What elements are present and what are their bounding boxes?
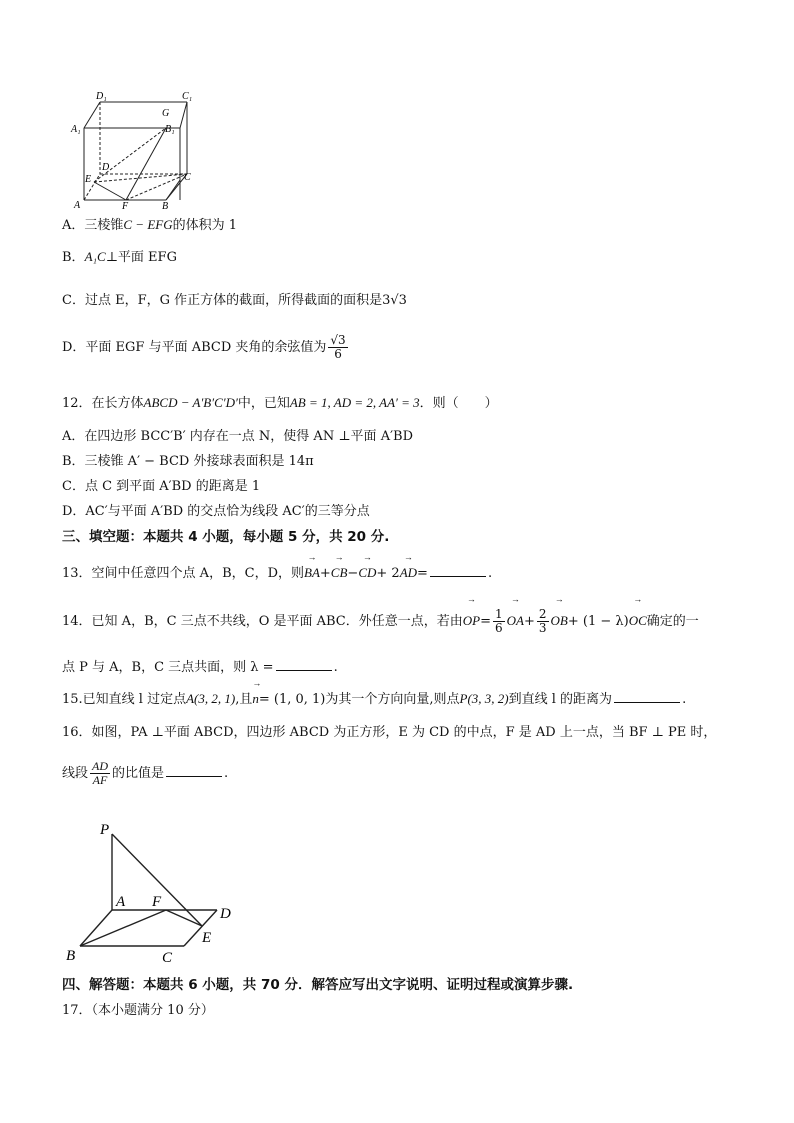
q12-expr2: AB = 1, AD = 2, AA′ = 3	[289, 395, 420, 410]
cube-label-E: E	[85, 174, 92, 185]
q15-point-p: P(3, 3, 2)	[459, 691, 509, 706]
q16-line1: 16．如图，PA ⊥平面 ABCD，四边形 ABCD 为正方形，E 为 CD 的中点，F 是 AD 上一点，当 BF ⊥ PE 时，	[62, 725, 717, 740]
q15-point-a: A(3, 2, 1)	[186, 691, 236, 706]
q12-stem	[62, 394, 498, 413]
q11-option-b-expr: A₁C	[84, 249, 106, 264]
q15	[62, 690, 686, 709]
q13-eq: =	[417, 566, 428, 581]
q13-vector-cd: → CD	[358, 564, 376, 582]
q11-option-a-prefix: A．三棱锥	[62, 218, 124, 233]
q14-frac2-den: 3	[538, 621, 547, 635]
q14-vector-oc: → OC	[629, 606, 647, 636]
q11-option-d-den: 6	[334, 347, 342, 361]
q11-option-b	[62, 248, 177, 267]
q12-option-b: B．三棱锥 A′ − BCD 外接球表面积是 14π	[62, 454, 314, 469]
q12-option-a: A．在四边形 BCC′B′ 内存在一点 N，使得 AN ⊥平面 A′BD	[62, 429, 414, 444]
cube-label-C: C	[184, 172, 191, 183]
section4-title: 四、解答题：本题共 6 小题，共 70 分．解答应写出文字说明、证明过程或演算步骤.	[62, 977, 574, 993]
q14-plus: +	[523, 614, 535, 629]
q16-frac-num: AD	[92, 759, 109, 773]
cube-label-D: D	[102, 162, 110, 173]
q14-frac2	[537, 608, 549, 635]
q11-option-a	[62, 216, 237, 235]
pyramid-label-E: E	[202, 930, 212, 946]
q16-frac-den: AF	[92, 773, 108, 787]
q16-end: .	[224, 766, 229, 781]
q16-fraction	[90, 760, 110, 787]
q11-option-c-value: 3√3	[382, 293, 407, 308]
q14-vector-oa: → OA	[507, 606, 524, 636]
q13-vector-cb: → CB	[331, 564, 348, 582]
q12-mid: 中，已知	[237, 396, 290, 411]
q15-answer-blank[interactable]	[614, 690, 680, 703]
cube-label-B: B	[162, 201, 169, 210]
q14-line2	[62, 658, 338, 677]
cube-label-G: G	[162, 108, 170, 119]
q13-op1: +	[319, 566, 331, 581]
cube-label-B1: B₁	[165, 124, 175, 135]
q12-option-c: C．点 C 到平面 A′BD 的距离是 1	[62, 479, 261, 494]
q14-prefix: 14．已知 A，B，C 三点不共线，O 是平面 ABC．外任意一点，若由	[62, 614, 463, 629]
q13-op2: −	[347, 566, 359, 581]
q15-suffix: 到直线 l 的距离为	[508, 692, 613, 707]
q11-option-a-suffix: 的体积为 1	[172, 218, 238, 233]
cube-label-C1: C₁	[182, 91, 193, 102]
q16-answer-blank[interactable]	[166, 764, 222, 777]
q14-eq: =	[480, 614, 491, 629]
q14-suffix: 确定的一	[646, 614, 699, 629]
pyramid-label-F: F	[152, 894, 162, 910]
q11-option-b-suffix: ⊥平面 EFG	[105, 250, 177, 265]
q14-frac1-den: 6	[495, 621, 503, 635]
q13-answer-blank[interactable]	[430, 564, 486, 577]
pyramid-label-B: B	[66, 948, 76, 964]
cube-label-A: A	[74, 200, 81, 210]
q11-option-d	[62, 334, 350, 361]
q11-option-c-text: C．过点 E，F，G 作正方体的截面，所得截面的面积是	[62, 293, 383, 308]
pyramid-label-D: D	[220, 906, 231, 922]
q13	[62, 564, 492, 583]
q14-frac1	[493, 608, 505, 635]
q14-frac2-num: 2	[538, 607, 547, 621]
q14-line2-text: 点 P 与 A，B，C 三点共面，则 λ =	[62, 660, 274, 675]
q15-vector-value: = (1, 0, 1)	[258, 692, 326, 707]
q11-option-b-prefix: B．	[62, 250, 85, 265]
q13-vector-ba: → BA	[304, 564, 320, 582]
q14-end: .	[333, 660, 338, 675]
q11-option-d-num: √3	[330, 333, 346, 347]
q14-answer-blank[interactable]	[276, 658, 332, 671]
q16-line2	[62, 758, 228, 790]
q11-option-a-expr: C − EFG	[123, 217, 173, 232]
q12-expr1: ABCD − A′B′C′D′	[143, 395, 238, 410]
q13-vector-ad: → AD	[400, 564, 417, 582]
q15-vector-n: → n	[252, 690, 259, 708]
q15-mid1: ,且	[235, 692, 253, 707]
q13-op3: + 2	[376, 566, 400, 581]
q14-vector-ob: → OB	[551, 606, 568, 636]
cube-label-D1: D₁	[96, 91, 107, 102]
q12-stem-prefix: 12．在长方体	[62, 396, 144, 411]
q14-vector-op: → OP	[463, 606, 480, 636]
q13-prefix: 13．空间中任意四个点 A，B，C，D，则	[62, 566, 304, 581]
q15-end: .	[682, 692, 687, 707]
cube-label-A1: A₁	[71, 124, 81, 135]
pyramid-label-P: P	[100, 822, 110, 838]
cube-figure	[70, 88, 200, 210]
cube-label-F: F	[122, 201, 129, 210]
q11-option-d-fraction	[328, 334, 347, 361]
q15-prefix: 15.已知直线 l 过定点	[62, 692, 187, 707]
q16-suffix2: 的比值是	[112, 766, 165, 781]
q12-tail: ．则（ ）	[419, 396, 498, 411]
pyramid-label-A: A	[116, 894, 126, 910]
q15-mid2: 为其一个方向向量,则点	[325, 692, 460, 707]
q14-frac1-num: 1	[495, 607, 503, 621]
q12-option-d: D．AC′与平面 A′BD 的交点恰为线段 AC′的三等分点	[62, 504, 370, 519]
pyramid-figure	[62, 816, 252, 966]
q14-line1	[62, 606, 699, 637]
q16-prefix2: 线段	[62, 766, 89, 781]
q13-end: .	[487, 566, 493, 581]
q14-coef: + (1 − λ)	[567, 614, 629, 629]
pyramid-label-C: C	[162, 950, 173, 966]
q11-option-c	[62, 292, 407, 310]
q11-option-d-text: D．平面 EGF 与平面 ABCD 夹角的余弦值为	[62, 340, 327, 355]
section3-title: 三、填空题：本题共 4 小题，每小题 5 分，共 20 分.	[62, 529, 390, 545]
q17-header: 17．（本小题满分 10 分）	[62, 1003, 214, 1018]
